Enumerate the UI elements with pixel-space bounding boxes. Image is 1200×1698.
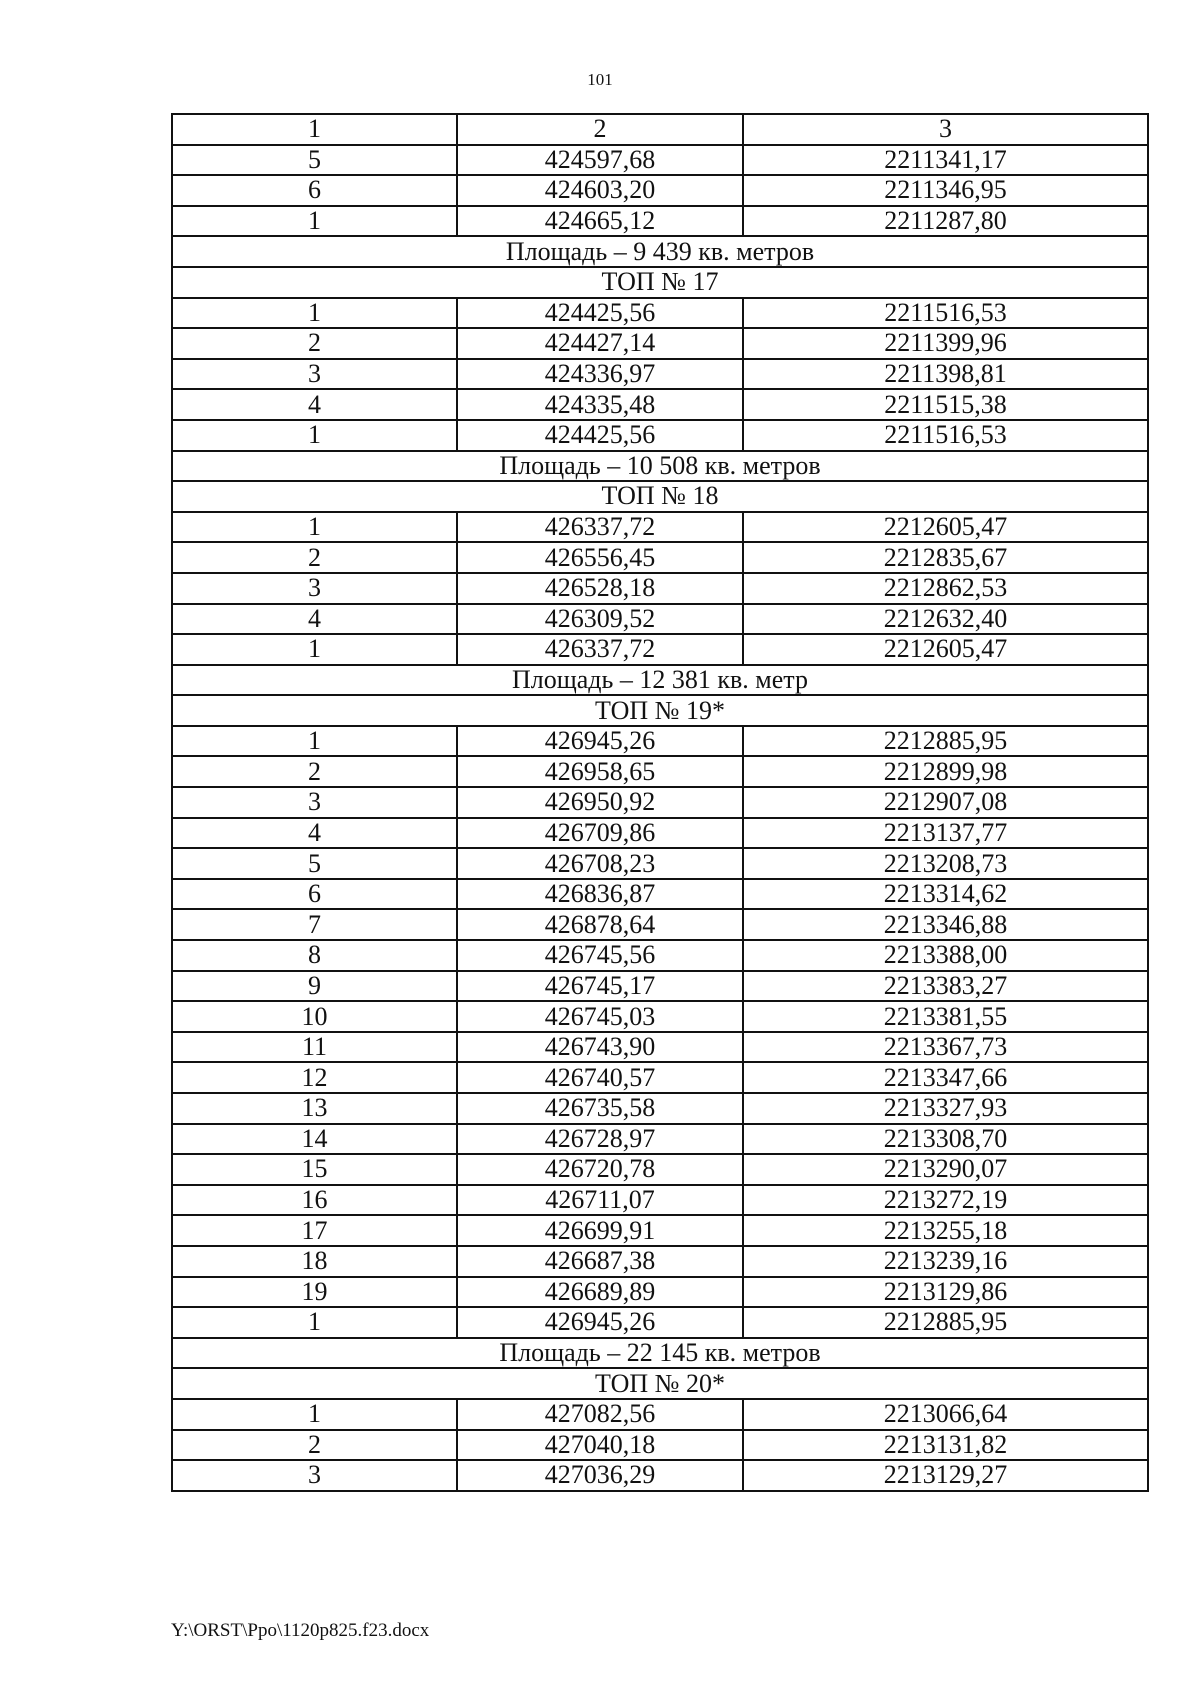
table-row <box>172 298 1148 329</box>
table-row <box>172 1430 1148 1461</box>
footer-file-path: Y:\ORST\Ppo\1120p825.f23.docx <box>171 1620 430 1641</box>
cell-point-number: 5 <box>172 145 457 176</box>
cell-y-coordinate: 2212862,53 <box>743 573 1148 604</box>
cell-point-number: 1 <box>172 1399 457 1430</box>
cell-y-coordinate: 2213137,77 <box>743 818 1148 849</box>
table-row <box>172 726 1148 757</box>
table-row <box>172 971 1148 1002</box>
cell-x-coordinate: 426720,78 <box>457 1154 743 1185</box>
cell-x-coordinate: 426711,07 <box>457 1185 743 1216</box>
cell-y-coordinate: 2213308,70 <box>743 1124 1148 1155</box>
table-row <box>172 420 1148 451</box>
cell-point-number: 1 <box>172 512 457 543</box>
cell-x-coordinate: 426708,23 <box>457 848 743 879</box>
table-row <box>172 940 1148 971</box>
cell-x-coordinate: 426735,58 <box>457 1093 743 1124</box>
cell-point-number: 3 <box>172 787 457 818</box>
cell-point-number: 6 <box>172 175 457 206</box>
table-row <box>172 1185 1148 1216</box>
cell-x-coordinate: 424425,56 <box>457 420 743 451</box>
cell-point-number: 1 <box>172 298 457 329</box>
section-title-row <box>172 481 1148 512</box>
cell-x-coordinate: 426728,97 <box>457 1124 743 1155</box>
cell-x-coordinate: 424603,20 <box>457 175 743 206</box>
cell-x-coordinate: 424597,68 <box>457 145 743 176</box>
section-title: ТОП № 19* <box>172 695 1148 726</box>
cell-x-coordinate: 426745,17 <box>457 971 743 1002</box>
cell-y-coordinate: 2211341,17 <box>743 145 1148 176</box>
cell-point-number: 2 <box>172 542 457 573</box>
cell-y-coordinate: 2213327,93 <box>743 1093 1148 1124</box>
cell-point-number: 13 <box>172 1093 457 1124</box>
cell-point-number: 9 <box>172 971 457 1002</box>
cell-x-coordinate: 424336,97 <box>457 359 743 390</box>
cell-y-coordinate: 2213388,00 <box>743 940 1148 971</box>
cell-point-number: 2 <box>172 756 457 787</box>
table-row <box>172 328 1148 359</box>
cell-y-coordinate: 2211398,81 <box>743 359 1148 390</box>
cell-point-number: 4 <box>172 818 457 849</box>
cell-x-coordinate: 426709,86 <box>457 818 743 849</box>
cell-y-coordinate: 2213239,16 <box>743 1246 1148 1277</box>
section-title-row <box>172 695 1148 726</box>
table-row <box>172 206 1148 237</box>
cell-y-coordinate: 2213272,19 <box>743 1185 1148 1216</box>
cell-point-number: 11 <box>172 1032 457 1063</box>
cell-x-coordinate: 424425,56 <box>457 298 743 329</box>
cell-point-number: 1 <box>172 206 457 237</box>
table-row <box>172 1062 1148 1093</box>
cell-y-coordinate: 2211516,53 <box>743 420 1148 451</box>
cell-x-coordinate: 426743,90 <box>457 1032 743 1063</box>
cell-y-coordinate: 2212885,95 <box>743 1307 1148 1338</box>
table-row <box>172 359 1148 390</box>
cell-point-number: 1 <box>172 420 457 451</box>
table-row <box>172 1307 1148 1338</box>
table-row <box>172 175 1148 206</box>
table-body <box>172 145 1148 1491</box>
cell-x-coordinate: 426950,92 <box>457 787 743 818</box>
cell-point-number: 4 <box>172 389 457 420</box>
cell-y-coordinate: 2213208,73 <box>743 848 1148 879</box>
cell-y-coordinate: 2213383,27 <box>743 971 1148 1002</box>
table-row <box>172 1001 1148 1032</box>
cell-point-number: 3 <box>172 1460 457 1491</box>
cell-x-coordinate: 426556,45 <box>457 542 743 573</box>
cell-x-coordinate: 426687,38 <box>457 1246 743 1277</box>
area-caption: Площадь – 22 145 кв. метров <box>172 1338 1148 1369</box>
table-row <box>172 634 1148 665</box>
cell-point-number: 17 <box>172 1215 457 1246</box>
cell-x-coordinate: 426528,18 <box>457 573 743 604</box>
cell-y-coordinate: 2213314,62 <box>743 879 1148 910</box>
page-number: 101 <box>587 70 613 89</box>
section-title: ТОП № 18 <box>172 481 1148 512</box>
table-row <box>172 1093 1148 1124</box>
table-row <box>172 787 1148 818</box>
cell-y-coordinate: 2213346,88 <box>743 909 1148 940</box>
cell-point-number: 19 <box>172 1277 457 1308</box>
cell-x-coordinate: 426745,56 <box>457 940 743 971</box>
table-row <box>172 818 1148 849</box>
table-row <box>172 573 1148 604</box>
cell-y-coordinate: 2213255,18 <box>743 1215 1148 1246</box>
area-caption: Площадь – 10 508 кв. метров <box>172 451 1148 482</box>
cell-x-coordinate: 426945,26 <box>457 726 743 757</box>
cell-y-coordinate: 2213367,73 <box>743 1032 1148 1063</box>
table-row <box>172 1277 1148 1308</box>
cell-y-coordinate: 2213066,64 <box>743 1399 1148 1430</box>
cell-y-coordinate: 2213131,82 <box>743 1430 1148 1461</box>
table-row <box>172 512 1148 543</box>
cell-y-coordinate: 2212605,47 <box>743 512 1148 543</box>
cell-point-number: 7 <box>172 909 457 940</box>
cell-x-coordinate: 426337,72 <box>457 634 743 665</box>
table-row <box>172 848 1148 879</box>
cell-x-coordinate: 424335,48 <box>457 389 743 420</box>
cell-x-coordinate: 426689,89 <box>457 1277 743 1308</box>
cell-y-coordinate: 2212907,08 <box>743 787 1148 818</box>
section-title-row <box>172 267 1148 298</box>
cell-y-coordinate: 2213129,27 <box>743 1460 1148 1491</box>
section-title: ТОП № 17 <box>172 267 1148 298</box>
table-header-row <box>172 114 1148 145</box>
cell-point-number: 3 <box>172 359 457 390</box>
area-row <box>172 1338 1148 1369</box>
table-row <box>172 1460 1148 1491</box>
header-cell-x-coordinate: 2 <box>457 114 743 145</box>
table-row <box>172 1399 1148 1430</box>
table-row <box>172 879 1148 910</box>
table-row <box>172 909 1148 940</box>
cell-point-number: 14 <box>172 1124 457 1155</box>
cell-point-number: 2 <box>172 1430 457 1461</box>
area-row <box>172 665 1148 696</box>
cell-y-coordinate: 2213381,55 <box>743 1001 1148 1032</box>
cell-point-number: 5 <box>172 848 457 879</box>
cell-y-coordinate: 2211287,80 <box>743 206 1148 237</box>
cell-point-number: 12 <box>172 1062 457 1093</box>
area-row <box>172 236 1148 267</box>
table-row <box>172 1032 1148 1063</box>
header-cell-point-number: 1 <box>172 114 457 145</box>
table-row <box>172 542 1148 573</box>
cell-x-coordinate: 426958,65 <box>457 756 743 787</box>
cell-y-coordinate: 2212899,98 <box>743 756 1148 787</box>
cell-point-number: 15 <box>172 1154 457 1185</box>
cell-x-coordinate: 426836,87 <box>457 879 743 910</box>
area-caption: Площадь – 9 439 кв. метров <box>172 236 1148 267</box>
cell-y-coordinate: 2211516,53 <box>743 298 1148 329</box>
table-row <box>172 145 1148 176</box>
cell-point-number: 2 <box>172 328 457 359</box>
cell-y-coordinate: 2211346,95 <box>743 175 1148 206</box>
cell-point-number: 16 <box>172 1185 457 1216</box>
cell-point-number: 4 <box>172 604 457 635</box>
cell-x-coordinate: 426745,03 <box>457 1001 743 1032</box>
cell-x-coordinate: 426309,52 <box>457 604 743 635</box>
cell-y-coordinate: 2212835,67 <box>743 542 1148 573</box>
table-row <box>172 389 1148 420</box>
table-row <box>172 1154 1148 1185</box>
cell-y-coordinate: 2213347,66 <box>743 1062 1148 1093</box>
cell-point-number: 18 <box>172 1246 457 1277</box>
area-row <box>172 451 1148 482</box>
table-row <box>172 1124 1148 1155</box>
header-cell-y-coordinate: 3 <box>743 114 1148 145</box>
cell-x-coordinate: 426740,57 <box>457 1062 743 1093</box>
area-caption: Площадь – 12 381 кв. метр <box>172 665 1148 696</box>
cell-point-number: 8 <box>172 940 457 971</box>
cell-point-number: 10 <box>172 1001 457 1032</box>
cell-x-coordinate: 427040,18 <box>457 1430 743 1461</box>
coordinates-table <box>171 113 1149 1492</box>
cell-y-coordinate: 2211515,38 <box>743 389 1148 420</box>
cell-x-coordinate: 426699,91 <box>457 1215 743 1246</box>
table-row <box>172 604 1148 635</box>
table-row <box>172 1215 1148 1246</box>
cell-x-coordinate: 427036,29 <box>457 1460 743 1491</box>
section-title-row <box>172 1368 1148 1399</box>
cell-y-coordinate: 2212632,40 <box>743 604 1148 635</box>
cell-x-coordinate: 426337,72 <box>457 512 743 543</box>
cell-point-number: 1 <box>172 1307 457 1338</box>
cell-point-number: 6 <box>172 879 457 910</box>
table-row <box>172 1246 1148 1277</box>
cell-y-coordinate: 2213129,86 <box>743 1277 1148 1308</box>
cell-x-coordinate: 427082,56 <box>457 1399 743 1430</box>
cell-point-number: 1 <box>172 726 457 757</box>
cell-point-number: 3 <box>172 573 457 604</box>
cell-x-coordinate: 426878,64 <box>457 909 743 940</box>
cell-point-number: 1 <box>172 634 457 665</box>
section-title: ТОП № 20* <box>172 1368 1148 1399</box>
cell-x-coordinate: 424427,14 <box>457 328 743 359</box>
cell-y-coordinate: 2213290,07 <box>743 1154 1148 1185</box>
cell-y-coordinate: 2211399,96 <box>743 328 1148 359</box>
table-row <box>172 756 1148 787</box>
cell-y-coordinate: 2212885,95 <box>743 726 1148 757</box>
cell-y-coordinate: 2212605,47 <box>743 634 1148 665</box>
cell-x-coordinate: 426945,26 <box>457 1307 743 1338</box>
cell-x-coordinate: 424665,12 <box>457 206 743 237</box>
